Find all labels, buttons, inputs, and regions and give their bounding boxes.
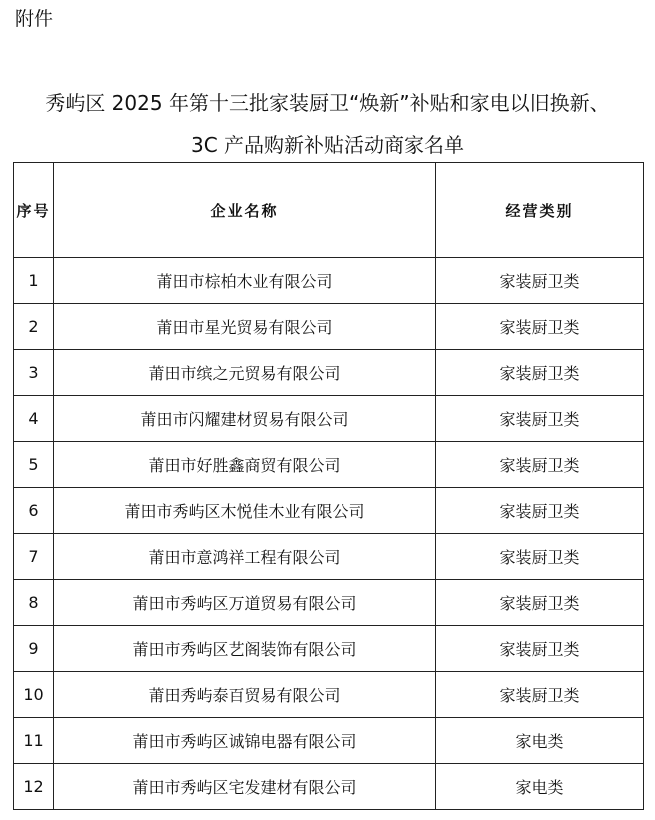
table-row (14, 718, 644, 764)
cell-company-name: 莆田市意鸿祥工程有限公司 (54, 534, 436, 580)
cell-company-name: 莆田市秀屿区艺阁装饰有限公司 (54, 626, 436, 672)
cell-business-category: 家装厨卫类 (436, 488, 644, 534)
table-row (14, 442, 644, 488)
document-title-line-1: 秀屿区 2025 年第十三批家装厨卫“焕新”补贴和家电以旧换新、 (45, 91, 610, 115)
cell-serial-number: 2 (14, 304, 54, 350)
header-serial-number: 序号 (14, 163, 54, 258)
cell-serial-number: 10 (14, 672, 54, 718)
table-row (14, 350, 644, 396)
cell-serial-number: 11 (14, 718, 54, 764)
cell-business-category: 家电类 (436, 764, 644, 810)
cell-business-category: 家装厨卫类 (436, 304, 644, 350)
cell-company-name: 莆田市秀屿区万道贸易有限公司 (54, 580, 436, 626)
table-header-row (14, 163, 644, 258)
cell-company-name: 莆田市秀屿区木悦佳木业有限公司 (54, 488, 436, 534)
cell-business-category: 家装厨卫类 (436, 350, 644, 396)
table-row (14, 626, 644, 672)
table-row (14, 488, 644, 534)
cell-company-name: 莆田市星光贸易有限公司 (54, 304, 436, 350)
cell-serial-number: 9 (14, 626, 54, 672)
cell-business-category: 家装厨卫类 (436, 672, 644, 718)
merchant-list-table (13, 162, 644, 810)
cell-business-category: 家装厨卫类 (436, 580, 644, 626)
cell-company-name: 莆田市好胜鑫商贸有限公司 (54, 442, 436, 488)
cell-serial-number: 4 (14, 396, 54, 442)
cell-company-name: 莆田市秀屿区宅发建材有限公司 (54, 764, 436, 810)
table-row (14, 764, 644, 810)
table-row (14, 580, 644, 626)
cell-business-category: 家装厨卫类 (436, 396, 644, 442)
cell-business-category: 家装厨卫类 (436, 534, 644, 580)
cell-company-name: 莆田市闪耀建材贸易有限公司 (54, 396, 436, 442)
cell-business-category: 家装厨卫类 (436, 626, 644, 672)
header-company-name: 企业名称 (54, 163, 436, 258)
cell-serial-number: 5 (14, 442, 54, 488)
table-row (14, 672, 644, 718)
cell-serial-number: 3 (14, 350, 54, 396)
cell-business-category: 家装厨卫类 (436, 442, 644, 488)
attachment-label: 附件 (15, 8, 54, 30)
cell-serial-number: 7 (14, 534, 54, 580)
cell-serial-number: 8 (14, 580, 54, 626)
cell-company-name: 莆田市棕柏木业有限公司 (54, 258, 436, 304)
cell-company-name: 莆田市缤之元贸易有限公司 (54, 350, 436, 396)
table-row (14, 304, 644, 350)
table-row (14, 396, 644, 442)
cell-serial-number: 1 (14, 258, 54, 304)
header-business-category: 经营类别 (436, 163, 644, 258)
cell-company-name: 莆田秀屿泰百贸易有限公司 (54, 672, 436, 718)
cell-serial-number: 12 (14, 764, 54, 810)
cell-company-name: 莆田市秀屿区诚锦电器有限公司 (54, 718, 436, 764)
document-title-line-2: 3C 产品购新补贴活动商家名单 (190, 133, 465, 157)
cell-business-category: 家电类 (436, 718, 644, 764)
table-row (14, 258, 644, 304)
cell-serial-number: 6 (14, 488, 54, 534)
table-row (14, 534, 644, 580)
cell-business-category: 家装厨卫类 (436, 258, 644, 304)
